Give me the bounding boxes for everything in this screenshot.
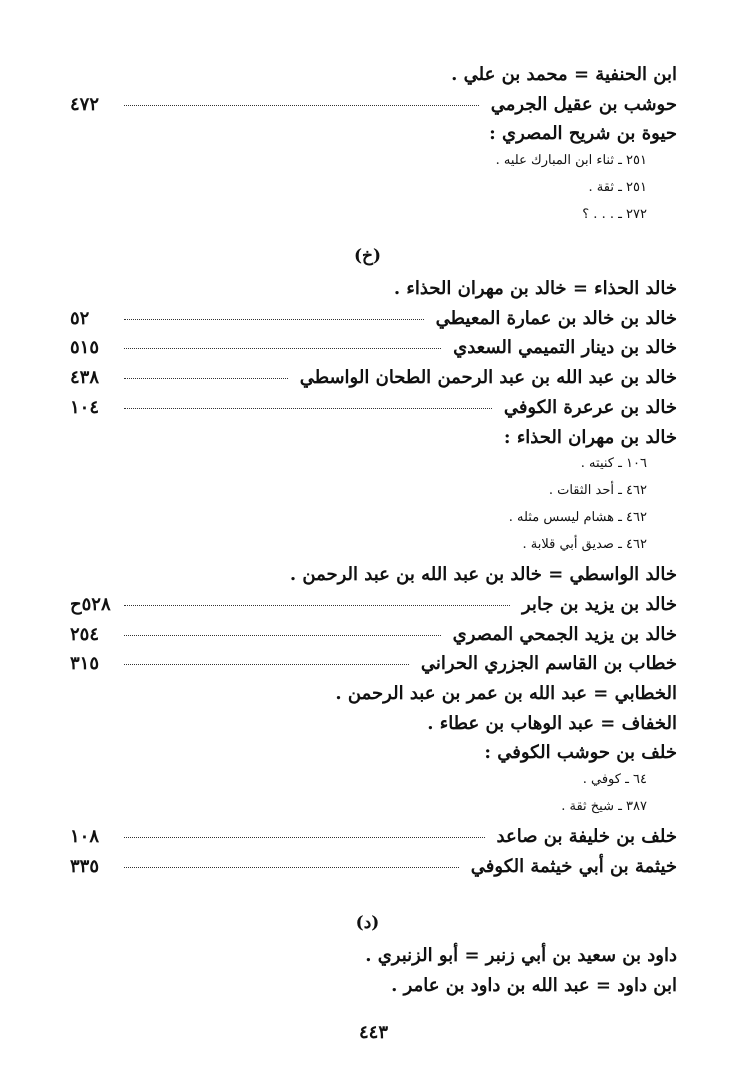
index-sub-entry (70, 456, 677, 483)
entry-page-number: ٣٣٥ (70, 855, 100, 877)
entry-name: خالد بن يزيد الجمحي المصري (452, 623, 677, 645)
entry-name: خيثمة بن أبي خيثمة الكوفي (470, 855, 677, 877)
index-sub-entry (70, 483, 677, 510)
entry-page-number: ١٠٤ (70, 396, 100, 418)
entry-name: خالد بن عرعرة الكوفي (503, 396, 677, 418)
entry-name: حيوة بن شريح المصري : (489, 123, 677, 145)
index-entry (70, 856, 677, 886)
entry-name: خالد بن يزيد بن جابر (522, 593, 677, 615)
index-entry (70, 94, 677, 124)
index-entry (70, 427, 677, 457)
entry-name: حوشب بن عقيل الجرمي (490, 93, 677, 115)
entry-name: ١٠٦ ـ كنيته . (580, 456, 647, 472)
entry-name: الخطابي = عبد الله بن عمر بن عبد الرحمن . (335, 682, 677, 704)
entry-name: ٢٥١ ـ ثناء ابن المبارك عليه . (495, 153, 647, 169)
entry-name: ابن داود = عبد الله بن داود بن عامر . (391, 975, 677, 997)
index-entry (70, 945, 677, 975)
index-entry (70, 367, 677, 397)
leader-dots (124, 378, 288, 379)
entry-name: ٤٦٢ ـ صديق أبي قلابة . (522, 537, 647, 553)
entries-kha (70, 278, 677, 885)
entry-name: خلف بن حوشب الكوفي : (484, 742, 677, 764)
index-list (70, 64, 677, 1005)
entry-name: ٤٦٢ ـ أحد الثقات . (548, 483, 647, 499)
index-entry (70, 278, 677, 308)
index-entry (70, 397, 677, 427)
entry-name: ٤٦٢ ـ هشام ليسس مثله . (508, 510, 647, 526)
index-entry (70, 975, 677, 1005)
entry-name: ٢٥١ ـ ثقة . (588, 180, 647, 196)
entry-name: ٣٨٧ ـ شيخ ثقة . (561, 799, 647, 814)
index-sub-entry (70, 510, 677, 537)
entry-name: خالد بن دينار التميمي السعدي (453, 337, 677, 359)
index-sub-entry (70, 153, 677, 180)
entry-name: ابن الحنفية = محمد بن علي . (451, 64, 677, 85)
entry-page-number: ٣١٥ (70, 653, 100, 675)
leader-dots (124, 664, 409, 665)
leader-dots (124, 348, 441, 349)
entry-name: ٦٤ ـ كوفي . (582, 772, 647, 787)
index-sub-entry (70, 537, 677, 564)
leader-dots (124, 319, 424, 320)
entry-name: خالد بن خالد بن عمارة المعيطي (435, 307, 677, 329)
index-entry (70, 308, 677, 338)
index-entry (70, 337, 677, 367)
entries-top (70, 64, 677, 234)
entry-name: الخفاف = عبد الوهاب بن عطاء . (427, 712, 677, 734)
index-entry (70, 653, 677, 683)
leader-dots (124, 837, 485, 838)
entries-dal (70, 945, 677, 1004)
leader-dots (124, 635, 441, 636)
entry-page-number: ٥٢ (70, 307, 90, 329)
leader-dots (124, 867, 459, 868)
index-entry (70, 826, 677, 856)
index-entry (70, 742, 677, 772)
index-entry (70, 64, 677, 94)
entry-page-number: ٢٥٤ (70, 623, 100, 645)
entry-page-number: ٤٧٢ (70, 93, 100, 115)
entry-page-number: ٥١٥ (70, 337, 100, 359)
index-entry (70, 683, 677, 713)
index-sub-entry (70, 799, 677, 826)
index-sub-entry (70, 772, 677, 799)
entry-page-number: ١٠٨ (70, 826, 100, 847)
entry-page-number: ٥٢٨ح (70, 593, 111, 615)
entry-name: خلف بن خليفة بن صاعد (496, 826, 677, 847)
leader-dots (124, 105, 479, 106)
entry-name: ٢٧٢ ـ . . . ؟ (582, 207, 647, 223)
entry-name: خالد بن مهران الحذاء : (503, 426, 677, 448)
index-entry (70, 624, 677, 654)
entry-name: خالد الحذاء = خالد بن مهران الحذاء . (393, 278, 677, 300)
page-number: ٤٤٣ (358, 1022, 388, 1043)
leader-dots (124, 408, 492, 409)
index-sub-entry (70, 207, 677, 234)
leader-dots (124, 605, 510, 606)
entry-page-number: ٤٣٨ (70, 367, 100, 389)
entry-name: خالد بن عبد الله بن عبد الرحمن الطحان الواسطي (299, 367, 677, 389)
index-entry (70, 594, 677, 624)
entry-name: داود بن سعيد بن أبي زنبر = أبو الزنبري . (365, 945, 677, 967)
index-entry (70, 564, 677, 594)
section-heading-kha: (خ) (353, 246, 382, 267)
entry-name: خطاب بن القاسم الجزري الحراني (420, 653, 677, 675)
section-heading-dal: (د) (355, 913, 380, 934)
index-entry (70, 123, 677, 153)
index-sub-entry (70, 180, 677, 207)
entry-name: خالد الواسطي = خالد بن عبد الله بن عبد الرحمن . (289, 564, 677, 586)
index-entry (70, 713, 677, 743)
